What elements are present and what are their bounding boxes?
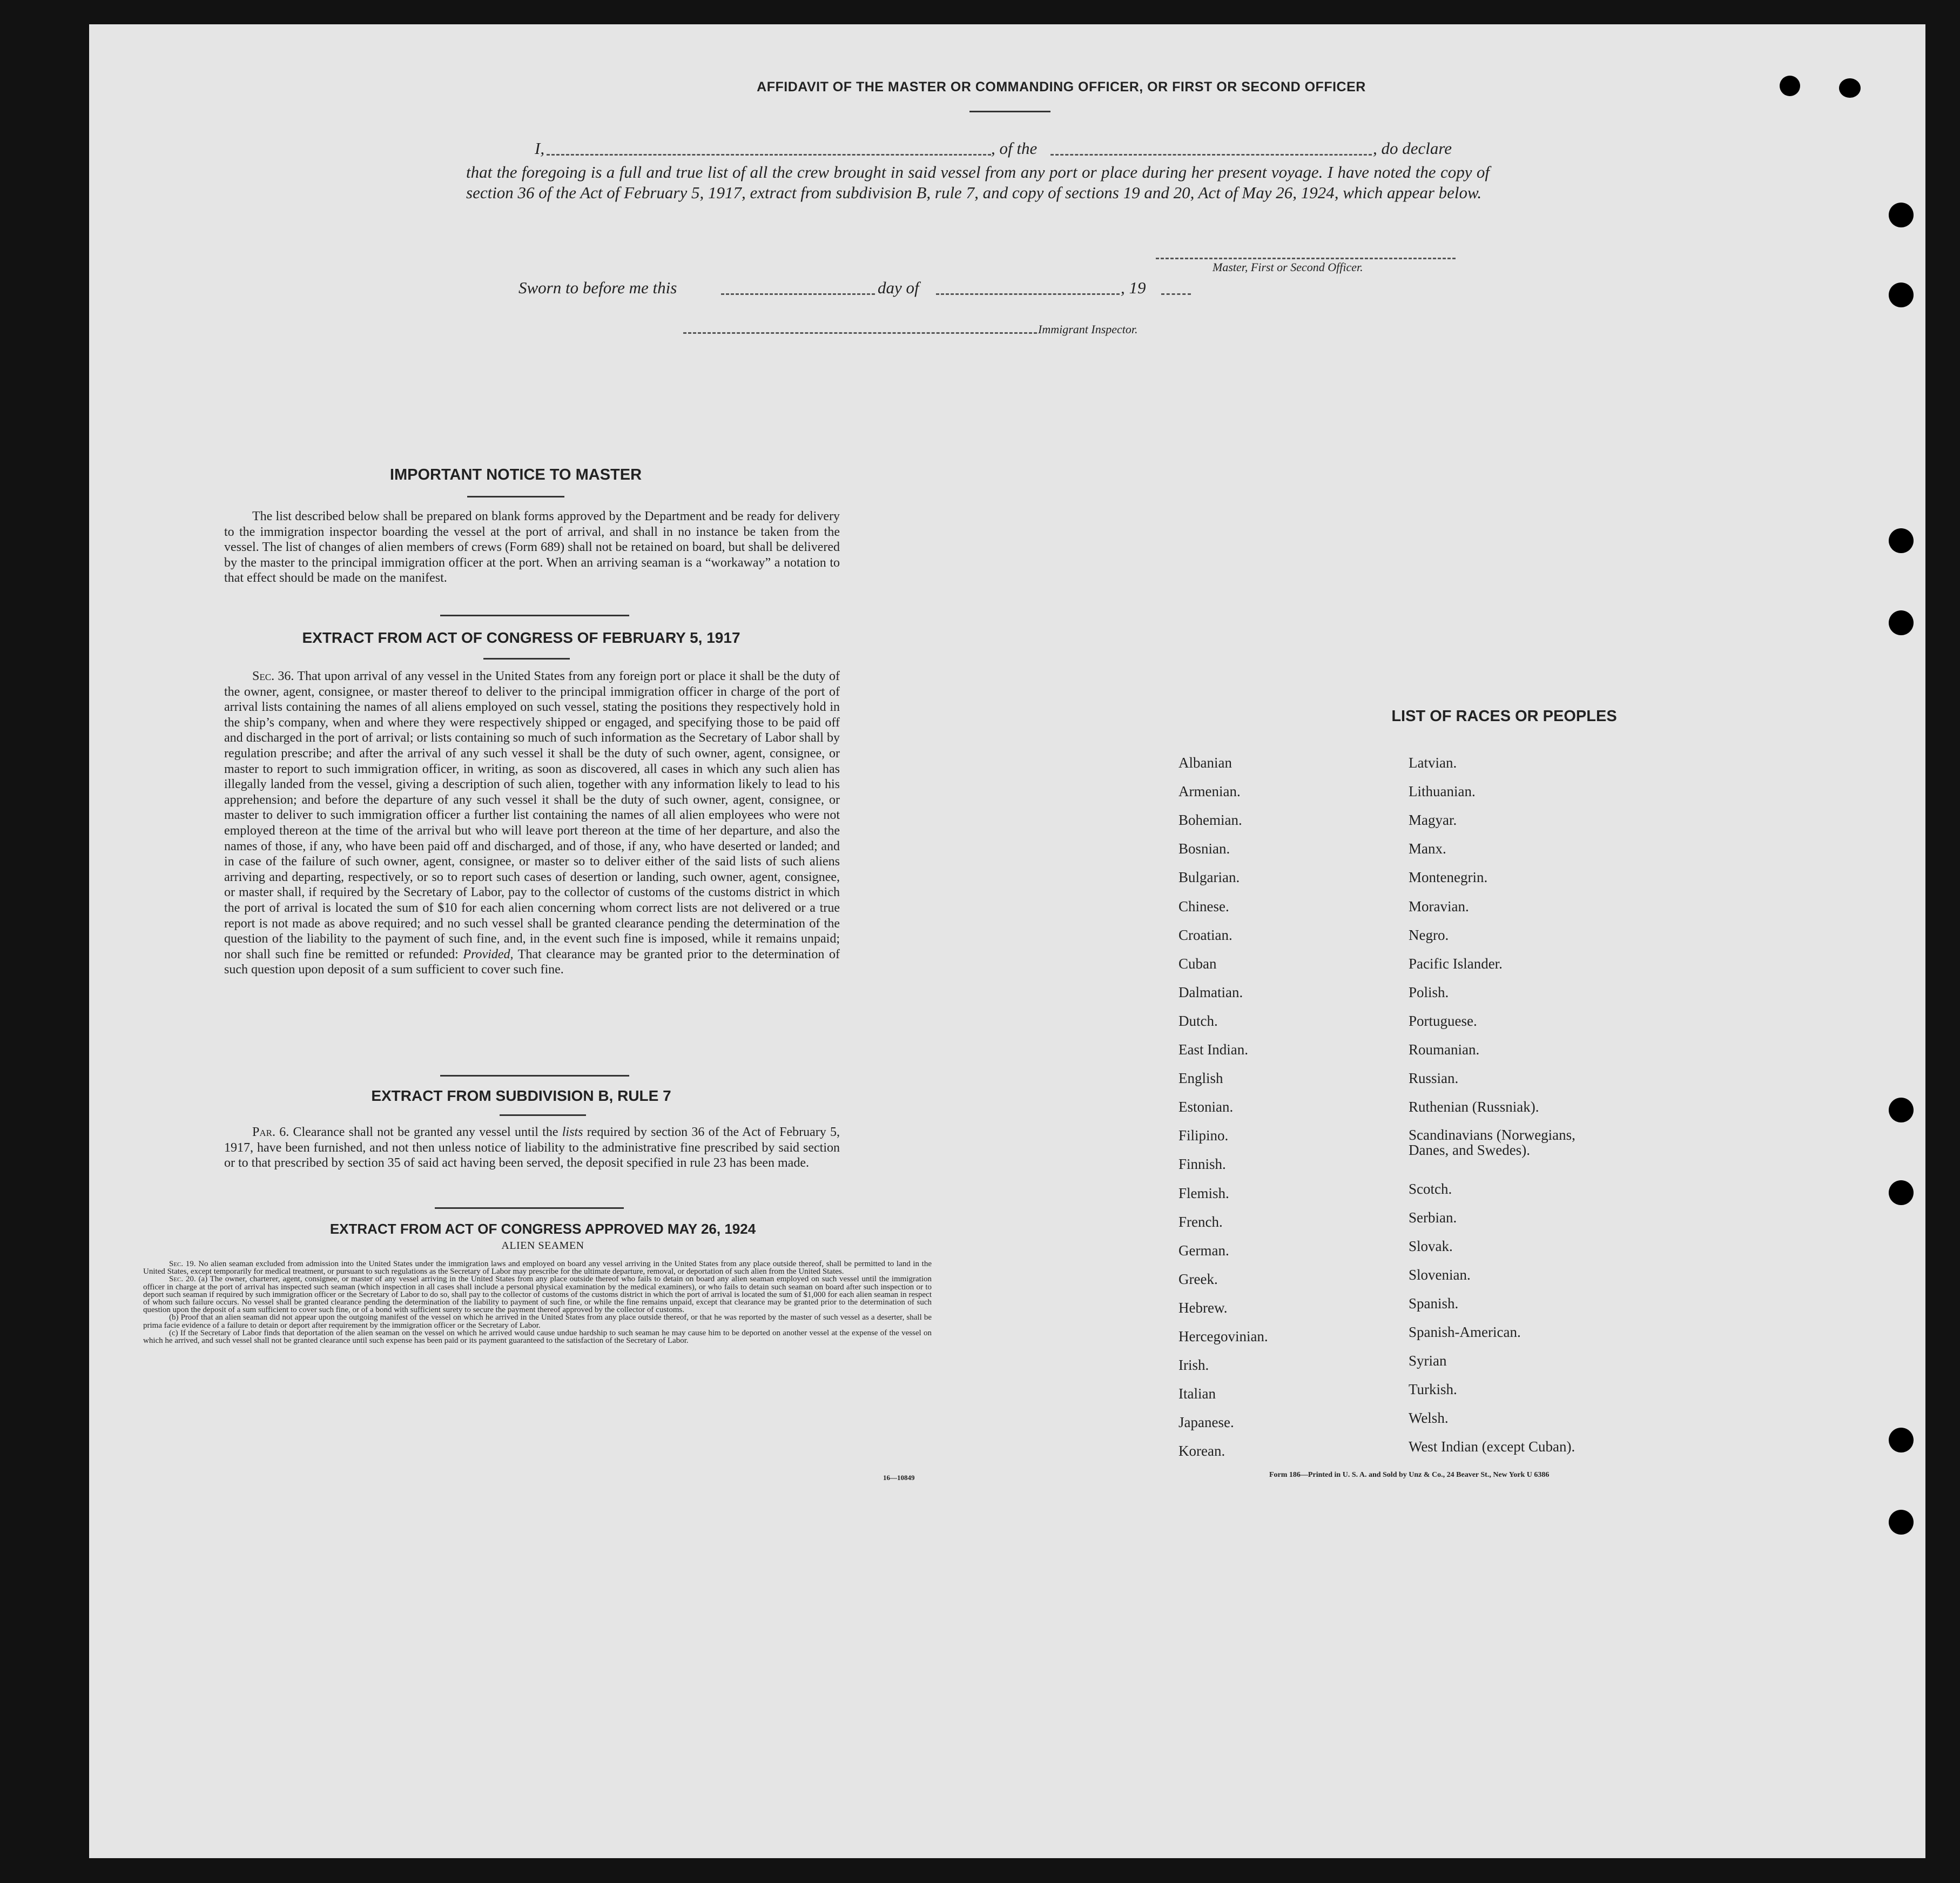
binder-hole	[1889, 203, 1914, 227]
section-20a-text	[143, 1275, 932, 1314]
alien-seamen-sections	[143, 1260, 932, 1344]
binder-hole	[1889, 610, 1914, 635]
race-item: East Indian.	[1178, 1041, 1248, 1058]
paragraph-6-body-a: Clearance shall not be granted any vessel until the	[293, 1125, 558, 1139]
race-item: Moravian.	[1409, 898, 1469, 914]
rule-7-divider	[500, 1114, 586, 1116]
lists-word: lists	[562, 1125, 583, 1139]
race-item: Portuguese.	[1409, 1012, 1477, 1029]
sworn-day-of: day of	[878, 278, 919, 297]
race-item: German.	[1178, 1242, 1229, 1259]
master-signature-label: Master, First or Second Officer.	[1213, 260, 1363, 274]
section-36-body: That upon arrival of any vessel in the United States from any foreign port or place it shall be the duty of the owner, agent, consignee, or master thereof to deliver to the principal immigration officer in charge of the port of arrival lists containing the names of all aliens employed on such vessel, stating the positions they respectively hold in the ship’s company, when and where they were respectively shipped or engaged, and specifying those to be paid off and discharged in the port of arrival; or lists containing so much of such information as the Secretary of Labor shall by regulation prescribe; and after the arrival of any such vessel it shall be the duty of such owner, agent, consignee, or master to report to such immigration officer, in writing, as soon as discovered, all cases in which any such alien has illegally landed from the vessel, giving a description of such alien, together with any information likely to lead to his apprehension; and before the departure of any such vessel it shall be the duty of such owner, agent, consignee, or master to deliver to such immigration officer a further list containing the names of all alien employees who were not employed thereon at the time of the arrival but who will leave port thereon at the time of her departure, and also the names of those, if any, who have been paid off and discharged, and of those, if any, who have deserted or landed; and in case of the failure of such owner, agent, consignee, or master so to deliver either of the said lists of such aliens arriving and departing, respectively, or so to report such cases of desertion or landing, such owner, agent, consignee, or master shall, if required by the Secretary of Labor, pay to the collector of customs of the customs district in which the port of arrival is located the sum of $10 for each alien concerning whom correct lists are not delivered or a true report is not made as above required; and no such vessel shall be granted clearance pending the determination of the question of the liability to the payment of such fine, and, in the event such fine is imposed, while it remains unpaid; nor shall such fine be remitted or refunded:	[224, 669, 840, 961]
race-item: Irish.	[1178, 1357, 1209, 1374]
form-number: 16—10849	[883, 1474, 915, 1482]
notice-title: IMPORTANT NOTICE TO MASTER	[389, 466, 642, 483]
race-item: Scandinavians (Norwegians, Danes, and Swedes).	[1409, 1127, 1575, 1159]
race-item: Polish.	[1409, 984, 1449, 1000]
race-item: Hercegovinian.	[1178, 1328, 1268, 1344]
vessel-blank	[1050, 154, 1372, 156]
race-item: Slovak.	[1409, 1238, 1453, 1254]
race-item: Greek.	[1178, 1270, 1218, 1287]
race-item: Cuban	[1178, 955, 1217, 972]
day-blank	[721, 293, 875, 295]
race-item: Manx.	[1409, 840, 1446, 857]
sworn-prefix: Sworn to before me this	[518, 278, 677, 297]
extract-1924-title: EXTRACT FROM ACT OF CONGRESS APPROVED MAY 26, 1924	[329, 1221, 756, 1237]
sworn-line	[518, 278, 1275, 300]
section-20-label: Sec. 20.	[169, 1275, 196, 1284]
race-item: Bohemian.	[1178, 812, 1242, 829]
year-blank	[1161, 293, 1191, 295]
section-19-text	[143, 1260, 932, 1275]
paragraph-6-text	[224, 1125, 840, 1171]
section-20c-text: (c) If the Secretary of Labor finds that deportation of the alien seaman on the vessel on which he arrived would cause undue hardship to such seaman he may cause him to be deported on another vessel at the expense of the vessel on which he arrived, and such vessel shall not be granted clearance until such expense has been paid or its payment guaranteed to the satisfaction of the Secretary of Labor.	[143, 1328, 932, 1346]
race-item: Pacific Islander.	[1409, 955, 1503, 972]
race-item: Armenian.	[1178, 783, 1241, 800]
race-item: Finnish.	[1178, 1156, 1226, 1173]
race-item: Montenegrin.	[1409, 869, 1488, 886]
race-item: French.	[1178, 1213, 1223, 1230]
affidavit-of-the: , of the	[991, 139, 1038, 158]
race-item: English	[1178, 1070, 1223, 1087]
section-36-text	[224, 669, 840, 978]
immigrant-inspector-label: Immigrant Inspector.	[1038, 322, 1138, 336]
race-item: Spanish.	[1409, 1295, 1459, 1312]
race-item: Italian	[1178, 1386, 1216, 1402]
race-item: Croatian.	[1178, 926, 1232, 943]
race-item: Roumanian.	[1409, 1041, 1480, 1058]
affidavit-pronoun: I,	[535, 139, 545, 158]
binder-hole	[1889, 528, 1914, 553]
inspector-blank	[683, 332, 1037, 334]
race-item: Spanish-American.	[1409, 1324, 1521, 1340]
race-item: Latvian.	[1409, 755, 1457, 771]
race-item: Negro.	[1409, 926, 1449, 943]
race-item: Slovenian.	[1409, 1266, 1471, 1283]
title-divider	[969, 111, 1050, 112]
race-item: Dalmatian.	[1178, 984, 1243, 1000]
extract-1917-title: EXTRACT FROM ACT OF CONGRESS OF FEBRUARY 5, 1917	[302, 629, 740, 646]
race-item: Lithuanian.	[1409, 783, 1476, 800]
binder-hole	[1889, 283, 1914, 307]
name-blank	[547, 154, 991, 156]
rule-7-end-divider	[435, 1207, 624, 1209]
race-item: Filipino.	[1178, 1127, 1229, 1144]
race-item: Ruthenian (Russniak).	[1409, 1099, 1539, 1115]
section-36-label: Sec. 36.	[252, 669, 294, 683]
alien-seamen-subtitle: ALIEN SEAMEN	[501, 1240, 584, 1252]
extract-1917-end-divider	[440, 1075, 629, 1077]
race-item: Bulgarian.	[1178, 869, 1240, 886]
affidavit-title: AFFIDAVIT OF THE MASTER OR COMMANDING OFFICER, OR FIRST OR SECOND OFFICER	[757, 79, 1366, 95]
affidavit-declaration-line	[535, 139, 1615, 160]
race-item: Welsh.	[1409, 1410, 1449, 1427]
race-item: Serbian.	[1409, 1209, 1457, 1226]
binder-hole	[1889, 1180, 1914, 1205]
affidavit-body: that the foregoing is a full and true list of all the crew brought in said vessel from any port or place during her present voyage. I have noted the copy of section 36 of the Act of February 5, 1917, extract from subdivision B, rule 7, and copy of sections 19 and 20, Act of May 26, 1924, which appear below.	[466, 163, 1490, 202]
notice-end-divider	[440, 615, 629, 616]
race-item: Estonian.	[1178, 1099, 1234, 1115]
race-item: Scotch.	[1409, 1180, 1452, 1197]
signature-blank	[1156, 258, 1456, 259]
form-imprint: Form 186—Printed in U. S. A. and Sold by Unz & Co., 24 Beaver St., New York U 6386	[1269, 1471, 1550, 1479]
race-item: Albanian	[1178, 755, 1232, 771]
binder-hole	[1889, 1510, 1914, 1535]
binder-hole	[1889, 1428, 1914, 1452]
affidavit-do-declare: , do declare	[1373, 139, 1452, 158]
provided-word: Provided,	[463, 947, 514, 961]
race-item: Magyar.	[1409, 812, 1457, 829]
paragraph-6-body-b: required by section 36 of the Act of February 5, 1917, have been furnished, and not then unless notice of liability to the administrative fine prescribed by said section or to that prescribed by section 35 of said act having been served, the deposit specified in rule 23 has been made.	[224, 1125, 840, 1171]
race-item: Dutch.	[1178, 1012, 1218, 1029]
corner-punch	[1780, 76, 1800, 96]
document-sheet	[89, 24, 1925, 1858]
race-item: Flemish.	[1178, 1185, 1229, 1201]
section-20b-text: (b) Proof that an alien seaman did not appear upon the outgoing manifest of the vessel on which he arrived in the United States from any place outside thereof, or that he was reported by the master of such vessel as a deserter, shall be prima facie evidence of a failure to detain or deport after requirement by the immigration officer or the Secretary of Labor.	[143, 1313, 932, 1330]
section-20a-body: (a) The owner, charterer, agent, consignee, or master of any vessel arriving in the United States from any place outside thereof who fails to detain on board any alien seaman employed on such vessel until the immigration officer in charge at the port of arrival has inspected such seaman (which inspection in all cases shall include a personal physical examination by the medical examiners), or who fails to detain such seaman on board after such inspection or to deport such seaman if required by such immigration officer or the Secretary of Labor to do so, shall pay to the collector of customs of the customs district in which the port of arrival is located the sum of $1,000 for each alien seaman in respect of whom such failure occurs. No vessel shall be granted clearance pending the determination of the liability to payment of such fine, or while the fine remains unpaid, except that clearance may be granted prior to the determination of such question upon the deposit of a sum sufficient to cover such fine, or of a bond with sufficient surety to secure the payment thereof approved by the collector of customs.	[143, 1275, 932, 1315]
section-19-body: No alien seaman excluded from admission into the United States under the immigration laws and employed on board any vessel arriving in the United States from any place outside thereof, shall be permitted to land in the United States, except temporarily for medical treatment, or pursuant to such regulations as the Secretary of Labor may prescribe for the ultimate departure, removal, or deportation of such alien from the United States.	[143, 1260, 932, 1276]
race-item: West Indian (except Cuban).	[1409, 1438, 1575, 1455]
notice-body: The list described below shall be prepared on blank forms approved by the Department and be ready for delivery to the immigration inspector boarding the vessel at the port of arrival, and shall in no instance be taken from the vessel. The list of changes of alien members of crews (Form 689) shall not be retained on board, but shall be delivered by the master to the principal immigration officer at the port. When an arriving seaman is a “workaway” a notation to that effect should be made on the manifest.	[224, 509, 840, 586]
section-19-label: Sec. 19.	[169, 1260, 196, 1268]
binder-hole	[1889, 1098, 1914, 1122]
race-item: Japanese.	[1178, 1414, 1234, 1431]
notice-divider	[467, 496, 564, 497]
race-item: Korean.	[1178, 1443, 1225, 1460]
sworn-year: , 19	[1121, 278, 1146, 297]
race-item: Turkish.	[1409, 1381, 1457, 1398]
rule-7-title: EXTRACT FROM SUBDIVISION B, RULE 7	[371, 1087, 671, 1104]
month-blank	[936, 293, 1120, 295]
extract-1917-divider	[483, 658, 570, 660]
corner-punch	[1839, 78, 1861, 98]
races-title: LIST OF RACES OR PEOPLES	[1391, 708, 1617, 725]
race-item: Chinese.	[1178, 898, 1229, 914]
race-item: Russian.	[1409, 1070, 1459, 1087]
race-item: Hebrew.	[1178, 1299, 1228, 1316]
race-item: Syrian	[1409, 1353, 1447, 1369]
section-36-tail: That clearance may be granted prior to the determination of such question upon deposit of a sum sufficient to cover such fine.	[224, 947, 840, 977]
paragraph-6-label: Par. 6.	[252, 1125, 289, 1139]
race-item: Bosnian.	[1178, 840, 1230, 857]
